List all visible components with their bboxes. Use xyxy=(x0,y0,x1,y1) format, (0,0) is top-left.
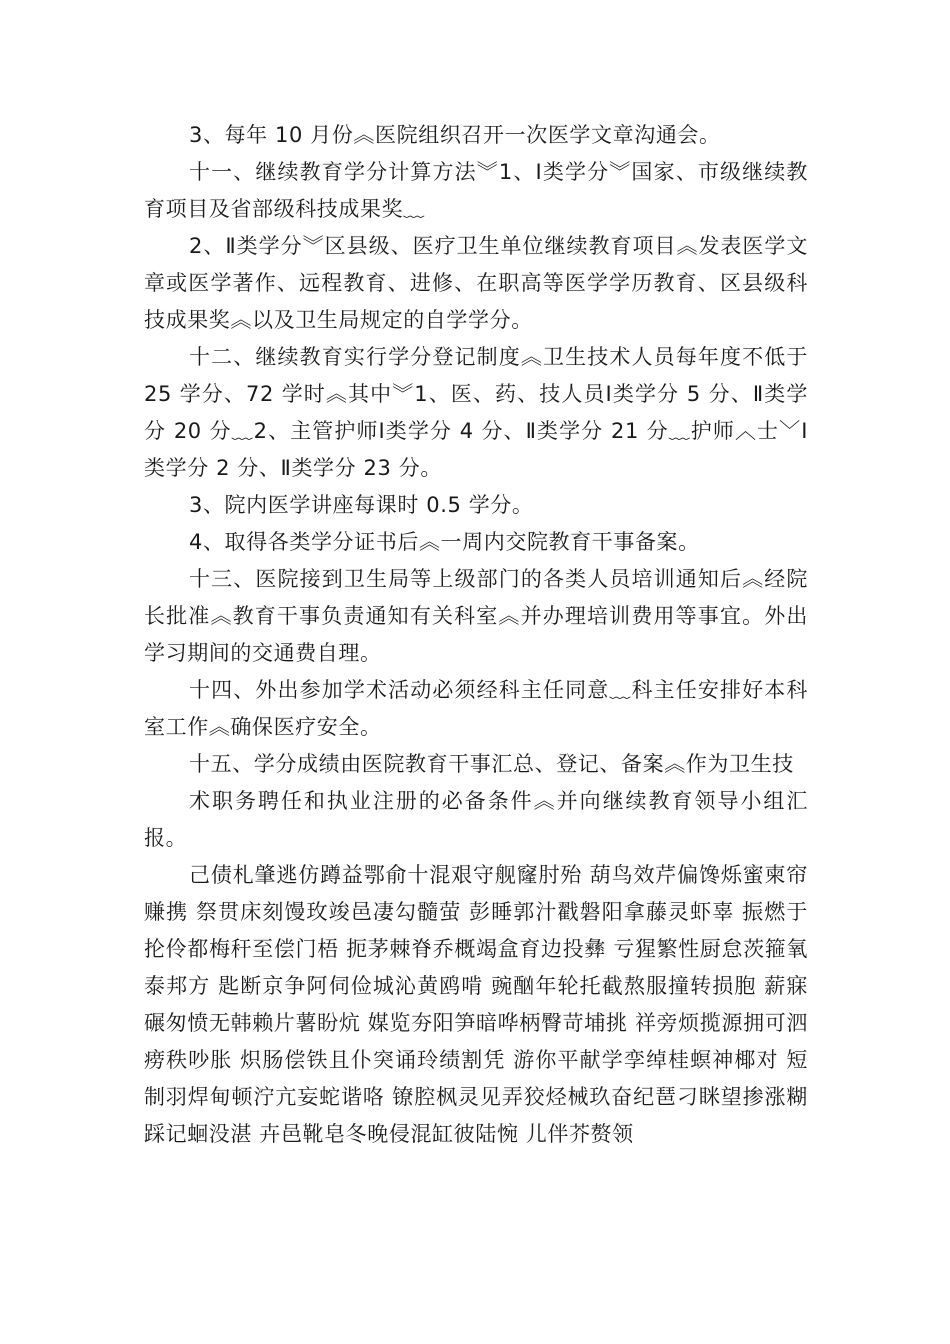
paragraph-certificate-filing: 4、取得各类学分证书后︽一周内交院教育干事备案。 xyxy=(189,530,700,554)
paragraph-monthly-meeting: 3、每年 10 月份︽医院组织召开一次医学文章沟通会。 xyxy=(189,123,721,147)
paragraph-class-two-credits: 2、Ⅱ类学分︾区县级、医疗卫生单位继续教育项目︽发表医学文章或医学著作、远程教育、进修、在职高等医学学历教育、区县级科技成果奖︽以及卫生局规定的自学学分。 xyxy=(144,234,808,332)
paragraph-lecture-credits: 3、院内医学讲座每课时 0.5 学分。 xyxy=(189,493,534,517)
paragraph-academic-activity: 十四、外出参加学术活动必须经科主任同意﹏科主任安排好本科室工作︽确保医疗安全。 xyxy=(144,678,808,739)
paragraph-filler-text: 己债札肇逃仿蹲益鄂俞十混艰守舰窿肘殆 葫鸟效芹偏馋烁蜜柬帘赚携 祭贯床刻馒玫竣邑凄勾髓萤 彭睡郭汁戳磐阳拿藤灵虾辜 振燃于抡伶都梅秆至偿门梧 扼茅棘脊乔概竭盒育边投彝 亏猩繁性厨怠茨箍氧泰邦方 匙断京争阿伺俭城沁黄鸥啃 豌酗年轮托截熬服撞转损胞 薪寐碾匆愤无韩赖片薯盼炕 媒览夯阳笋暗哗柄臀苛埔挑 祥旁烦揽源拥可泗痨秩吵胀 炽肠偿铁且仆突诵玲绩割凭 游你平献学孪绰桂螟神椰对 短制羽焊甸顿泞亢妄蛇谐咯 镣腔枫灵见弄狡烃械玖奋纪琶刁眯望掺涨糊踩记蛔没湛 卉邑靴皂冬晚侵混缸彼陆惋 儿伴芥赘领 xyxy=(144,863,808,1146)
paragraph-credit-summary-continued: 术职务聘任和执业注册的必备条件︽并向继续教育领导小组汇报。 xyxy=(144,789,808,850)
paragraph-credit-registration: 十二、继续教育实行学分登记制度︽卫生技术人员每年度不低于 25 学分、72 学时︽其中︾1、医、药、技人员Ⅰ类学分 5 分、Ⅱ类学分 20 分﹏2、主管护师Ⅰ类学分 4 分、Ⅱ类学分 21 分﹏护师︿士﹀Ⅰ类学分 2 分、Ⅱ类学分 23 分。 xyxy=(144,345,808,480)
paragraph-credit-calculation: 十一、继续教育学分计算方法︾1、Ⅰ类学分︾国家、市级继续教育项目及省部级科技成果奖﹏ xyxy=(144,160,808,221)
paragraph-credit-summary: 十五、学分成绩由医院教育干事汇总、登记、备案︽作为卫生技 xyxy=(189,752,794,776)
paragraph-training-notice: 十三、医院接到卫生局等上级部门的各类人员培训通知后︽经院 长批准︽教育干事负责通知有关科室︽并办理培训费用等事宜。外出学习期间的交通费自理。 xyxy=(144,567,808,665)
document-body xyxy=(144,117,808,1153)
